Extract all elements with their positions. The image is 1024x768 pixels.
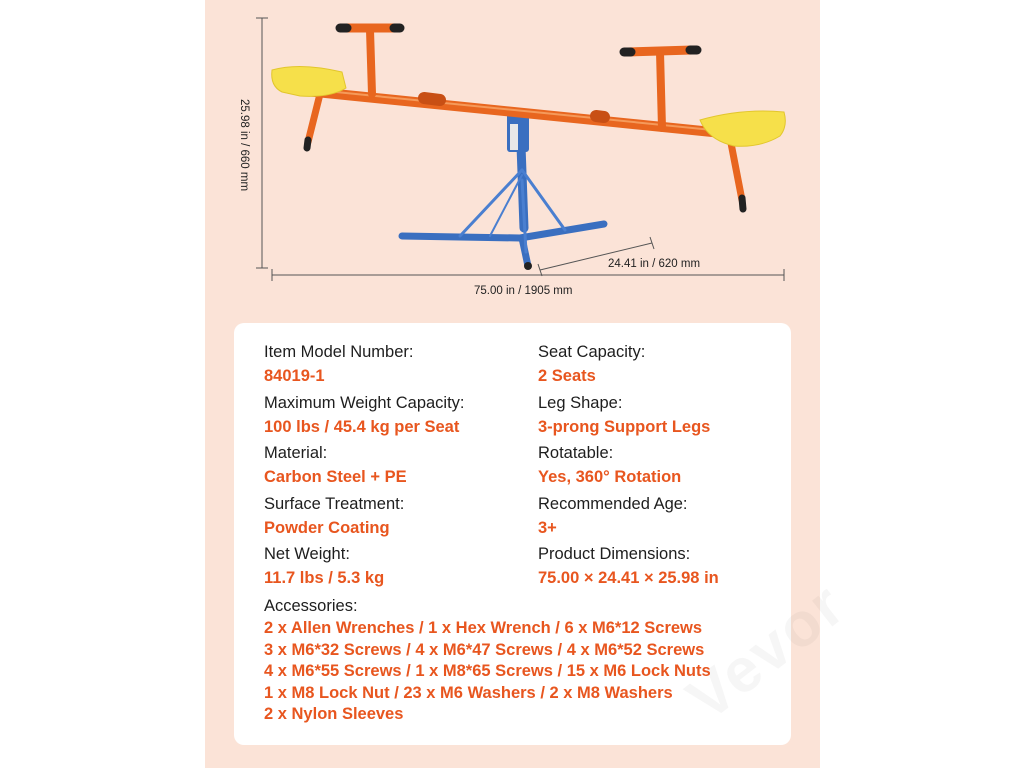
spec-recommended-age: Recommended Age: 3+: [538, 495, 688, 537]
spec-rotatable: Rotatable: Yes, 360° Rotation: [538, 444, 682, 486]
accessories-label: Accessories:: [264, 597, 358, 615]
accessories-section: [264, 597, 784, 726]
specifications-card: [234, 323, 791, 745]
width-dimension-label: 75.00 in / 1905 mm: [474, 285, 573, 297]
depth-dimension-label: 24.41 in / 620 mm: [608, 258, 701, 270]
accessories-line: 3 x M6*32 Screws / 4 x M6*47 Screws / 4 x M6*52 Screws: [264, 640, 705, 659]
spec-product-dimensions: Product Dimensions: 75.00 × 24.41 × 25.98 in: [538, 545, 719, 587]
seesaw-product-illustration: [0, 0, 1024, 320]
accessories-line: 1 x M8 Lock Nut / 23 x M6 Washers / 2 x M8 Washers: [264, 683, 673, 702]
accessories-line: 2 x Nylon Sleeves: [264, 705, 404, 723]
spec-model-number: Item Model Number: 84019-1: [264, 343, 414, 385]
accessories-line: 2 x Allen Wrenches / 1 x Hex Wrench / 6 x M6*12 Screws: [264, 619, 703, 637]
spec-material: Material: Carbon Steel + PE: [264, 444, 407, 486]
rotating-base: [402, 112, 604, 270]
accessories-line: 4 x M6*55 Screws / 1 x M8*65 Screws / 15 x M6 Lock Nuts: [264, 662, 711, 680]
spec-net-weight: Net Weight: 11.7 lbs / 5.3 kg: [264, 545, 385, 587]
spec-surface-treatment: Surface Treatment: Powder Coating: [264, 495, 405, 537]
spec-max-weight: Maximum Weight Capacity: 100 lbs / 45.4 kg per Seat: [264, 394, 465, 436]
height-dimension-label: 25.98 in / 660 mm: [238, 98, 250, 192]
spec-seat-capacity: Seat Capacity: 2 Seats: [538, 343, 646, 385]
spec-leg-shape: Leg Shape: 3-prong Support Legs: [538, 394, 711, 436]
